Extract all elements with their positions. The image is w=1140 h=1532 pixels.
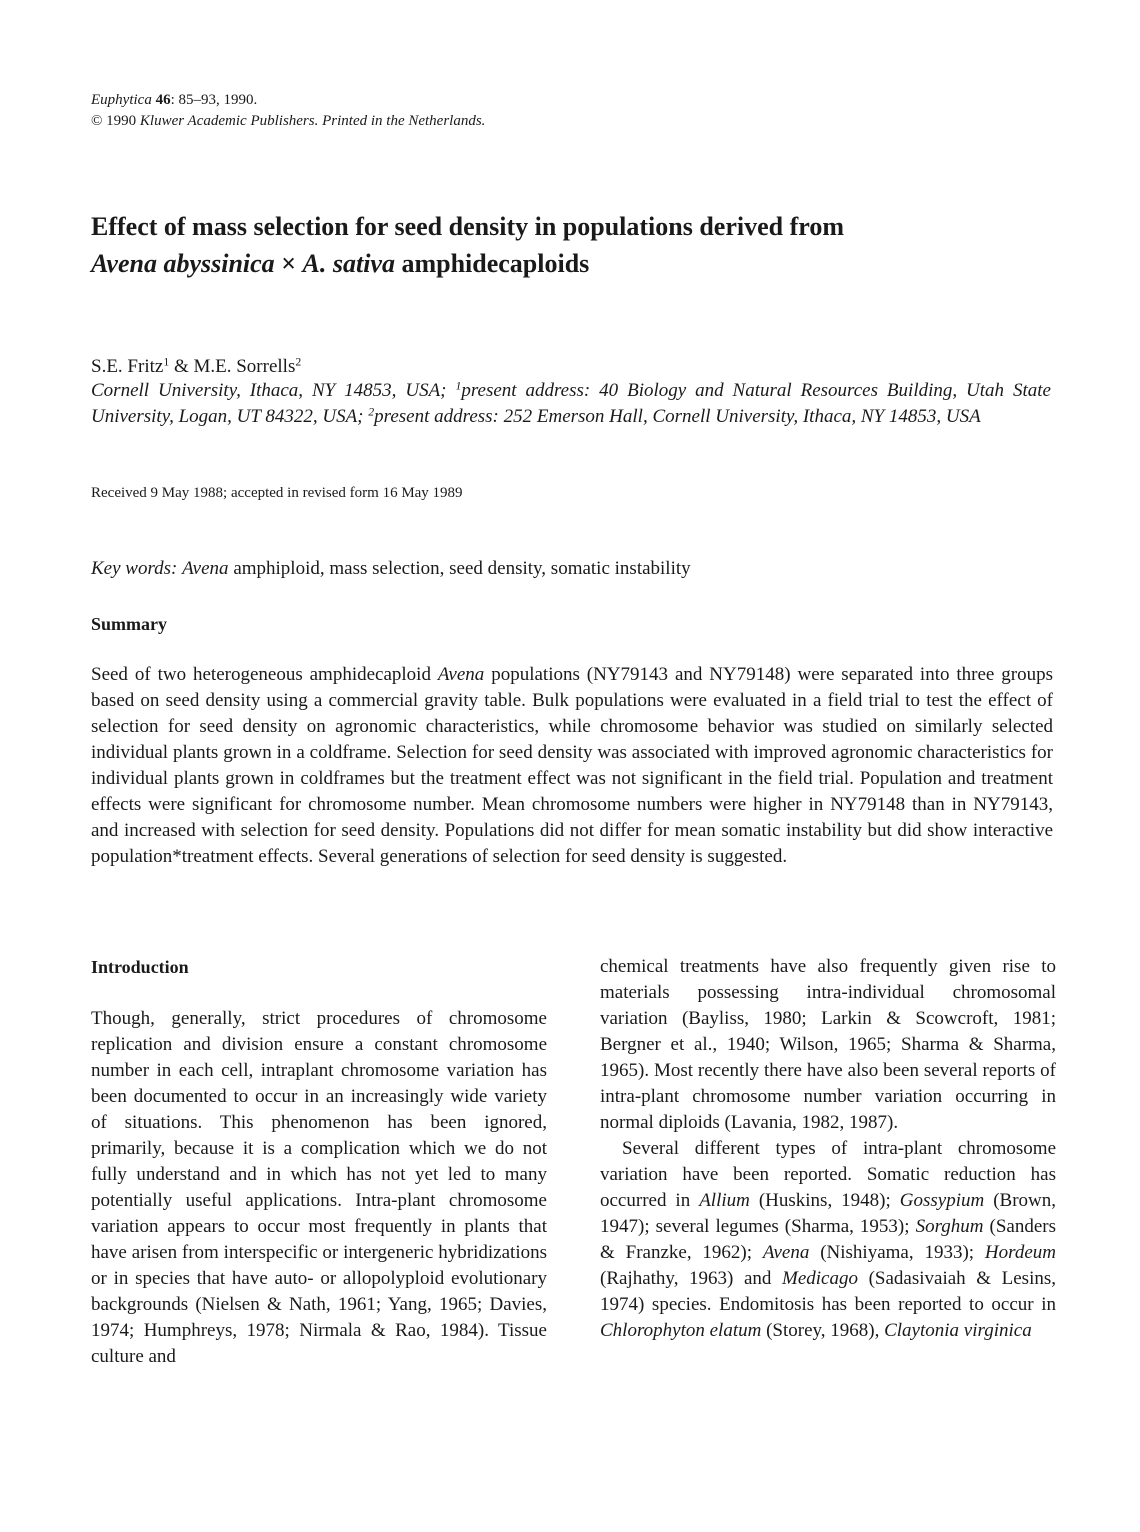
keywords-list: amphiploid, mass selection, seed density, somatic instability [228, 558, 691, 579]
affiliation-address-2: present address: 252 Emerson Hall, Cornell University, Ithaca, NY 14853, USA [374, 406, 981, 427]
keywords-label: Key words: [91, 558, 178, 579]
genus-avena: Avena [762, 1242, 810, 1263]
summary-part-2: populations (NY79143 and NY79148) were separated into three groups based on seed density using a commercial gravity table. Bulk populations were evaluated in a field trial to test the effect of selection for seed density on agronomic characteristics, while chromosome behavior was studied on similarly selected individual plants grown in a coldframe. Selection for seed density was associated with improved agronomic characteristics for individual plants grown in coldframes but the treatment effect was not significant in the field trial. Population and treatment effects were significant for chromosome number. Mean chromosome numbers were higher in NY79148 than in NY79143, and increased with selection for seed density. Populations did not differ for mean somatic instability but did show interactive population*treatment effects. Several generations of selection for seed density is suggested. [91, 664, 1053, 867]
received-dates: Received 9 May 1988; accepted in revised form 16 May 1989 [91, 485, 463, 501]
p2-text-b: (Huskins, 1948); [749, 1190, 900, 1211]
introduction-heading: Introduction [91, 957, 189, 977]
genus-hordeum: Hordeum [984, 1242, 1056, 1263]
genus-gossypium: Gossypium [899, 1190, 985, 1211]
species-claytonia: Claytonia virginica [884, 1320, 1032, 1341]
author-2: M.E. Sorrells [193, 356, 296, 377]
author-list [91, 354, 301, 379]
summary-avena: Avena [437, 664, 485, 685]
p2-text-g: (Sadasivaiah & Lesins, 1974) species. Endomitosis has been reported to occur in [600, 1268, 1056, 1315]
copyright-year: © 1990 [91, 113, 137, 129]
journal-citation [91, 90, 485, 111]
affiliation-main: Cornell University, Ithaca, NY 14853, USA; [91, 380, 456, 401]
introduction-column-right [600, 954, 1056, 1344]
genus-medicago: Medicago [782, 1268, 858, 1289]
p2-text-e: (Nishiyama, 1933); [809, 1242, 985, 1263]
paper-title [91, 208, 1051, 282]
journal-header [91, 90, 485, 132]
intro-paragraph-1-continued: chemical treatments have also frequently given rise to materials possessing intra-individual chromosomal variation (Bayliss, 1980; Larkin & Scowcroft, 1981; Bergner et al., 1940; Wilson, 1965; Sharma & Sharma, 1965). Most recently there have also been several reports of intra-plant chromosome number variation occurring in normal diploids (Lavania, 1982, 1987). [600, 956, 1056, 1133]
journal-copyright [91, 111, 485, 132]
affiliation-marker-1: 1 [455, 379, 462, 393]
genus-sorghum: Sorghum [915, 1216, 984, 1237]
publisher-line: Kluwer Academic Publishers. Printed in the Netherlands. [139, 113, 486, 129]
affiliation-address-1: present address: 40 Biology and Natural Resources Building, Utah State University, Logan, UT 84322, USA; [91, 380, 1051, 427]
intro-paragraph-2 [600, 1136, 1056, 1344]
keywords [91, 556, 1051, 582]
title-species-2: A. sativa [302, 249, 395, 278]
journal-name: Euphytica [91, 92, 152, 108]
p2-text-h: (Storey, 1968), [761, 1320, 885, 1341]
title-line-1: Effect of mass selection for seed density in populations derived from [91, 212, 844, 241]
title-species-1: Avena abyssinica [91, 249, 275, 278]
intro-paragraph-1: Though, generally, strict procedures of chromosome replication and division ensure a constant chromosome number in each cell, intraplant chromosome variation has been documented to occur in an increasingly wide variety of situations. This phenomenon has been ignored, primarily, because it is a complication which we do not fully understand and in which has not yet led to many potentially useful applications. Intra-plant chromosome variation appears to occur most frequently in plants that have arisen from interspecific or intergeneric hybridizations or in species that have auto- or allopolyploid evolutionary backgrounds (Nielsen & Nath, 1961; Yang, 1965; Davies, 1974; Humphreys, 1978; Nirmala & Rao, 1984). Tissue culture and [91, 1008, 547, 1367]
journal-pages: : 85–93, 1990. [170, 92, 258, 108]
title-suffix: amphidecaploids [394, 249, 590, 278]
journal-volume: 46 [155, 92, 171, 108]
summary-part-1: Seed of two heterogeneous amphidecaploid [91, 664, 438, 685]
author-1-marker: 1 [163, 355, 170, 369]
keyword-avena: Avena [182, 558, 229, 579]
summary-text [91, 662, 1053, 870]
genus-allium: Allium [699, 1190, 750, 1211]
summary-heading: Summary [91, 614, 167, 634]
author-2-marker: 2 [295, 355, 302, 369]
affiliation-marker-2: 2 [368, 405, 375, 419]
title-cross: × [274, 249, 303, 278]
p2-text-c: (Brown, 1947); several legumes (Sharma, 1953); [600, 1190, 1056, 1237]
affiliation [91, 378, 1051, 430]
p2-text-d: (Sanders & Franzke, 1962); [600, 1216, 1056, 1263]
p2-text-f: (Rajhathy, 1963) and [600, 1268, 782, 1289]
author-1: S.E. Fritz [91, 356, 164, 377]
p2-text-a: Several different types of intra-plant chromosome variation have been reported. Somatic reduction has occurred in [600, 1138, 1056, 1211]
introduction-column-left [91, 1006, 547, 1370]
author-separator: & [169, 356, 194, 377]
species-chlorophyton: Chlorophyton elatum [600, 1320, 762, 1341]
